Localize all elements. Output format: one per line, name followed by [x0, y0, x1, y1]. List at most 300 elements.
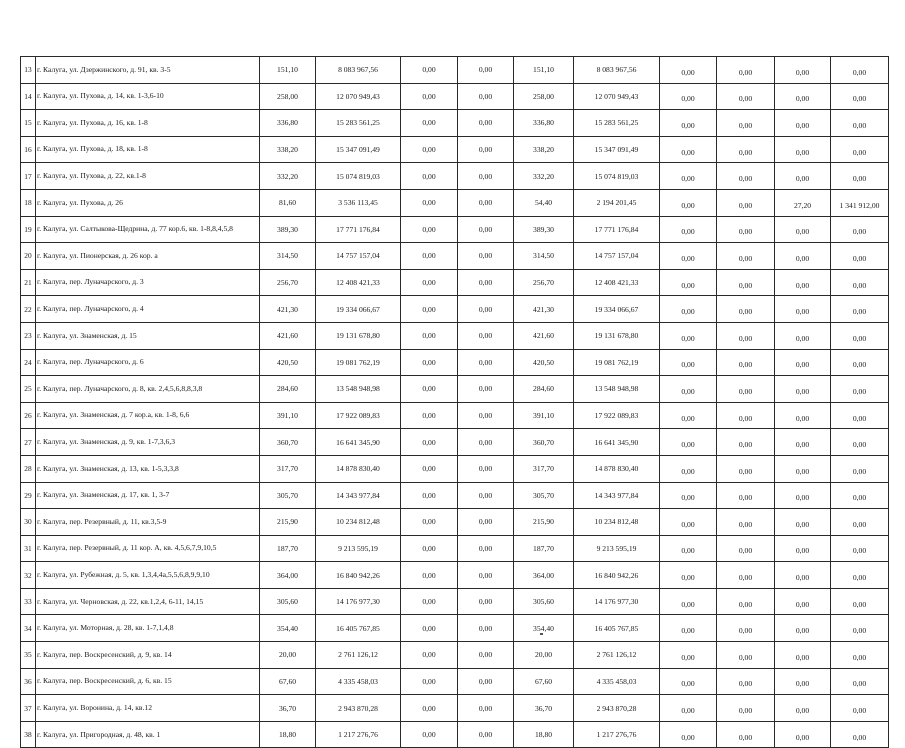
value-cell-c10: 0,00 — [831, 562, 889, 589]
value-cell-c7: 0,00 — [660, 243, 717, 270]
value-cell-c7: 0,00 — [660, 402, 717, 429]
value-cell-c5: 284,60 — [514, 376, 574, 403]
address-cell: г. Калуга, ул. Салтыкова-Щедрина, д. 77 кор.6, кв. 1-8,8,4,5,8 — [36, 216, 260, 243]
value-cell-c4: 0,00 — [458, 110, 514, 137]
value-cell-c9: 0,00 — [775, 402, 831, 429]
value-cell-c4: 0,00 — [458, 216, 514, 243]
value-cell-c2: 16 840 942,26 — [316, 562, 401, 589]
value-cell-c2: 15 074 819,03 — [316, 163, 401, 190]
value-cell-c1: 256,70 — [260, 269, 316, 296]
value-cell-c6: 17 922 089,83 — [574, 402, 660, 429]
value-cell-c4: 0,00 — [458, 562, 514, 589]
value-cell-c9: 0,00 — [775, 642, 831, 669]
row-number: 21 — [21, 269, 36, 296]
value-cell-c6: 15 074 819,03 — [574, 163, 660, 190]
value-cell-c7: 0,00 — [660, 216, 717, 243]
value-cell-c1: 360,70 — [260, 429, 316, 456]
value-cell-c4: 0,00 — [458, 695, 514, 722]
value-cell-c1: 336,80 — [260, 110, 316, 137]
value-cell-c9: 0,00 — [775, 668, 831, 695]
address-cell: г. Калуга, пер. Луначарского, д. 8, кв. 2,4,5,6,8,8,3,8 — [36, 376, 260, 403]
value-cell-c7: 0,00 — [660, 668, 717, 695]
value-cell-c5: 332,20 — [514, 163, 574, 190]
value-cell-c4: 0,00 — [458, 136, 514, 163]
value-cell-c7: 0,00 — [660, 296, 717, 323]
value-cell-c9: 0,00 — [775, 243, 831, 270]
table-row — [21, 615, 889, 642]
value-cell-c6: 9 213 595,19 — [574, 535, 660, 562]
value-cell-c9: 0,00 — [775, 615, 831, 642]
address-cell: г. Калуга, ул. Дзержинского, д. 91, кв. 3-5 — [36, 57, 260, 84]
value-cell-c2: 19 334 066,67 — [316, 296, 401, 323]
value-cell-c5: 364,00 — [514, 562, 574, 589]
value-cell-c2: 15 347 091,49 — [316, 136, 401, 163]
value-cell-c2: 12 070 949,43 — [316, 83, 401, 110]
row-number: 34 — [21, 615, 36, 642]
value-cell-c6: 15 347 091,49 — [574, 136, 660, 163]
row-number: 33 — [21, 588, 36, 615]
value-cell-c3: 0,00 — [401, 243, 458, 270]
value-cell-c5: 20,00 — [514, 642, 574, 669]
table-row — [21, 243, 889, 270]
value-cell-c10: 0,00 — [831, 721, 889, 748]
value-cell-c1: 36,70 — [260, 695, 316, 722]
table-row — [21, 642, 889, 669]
table-row — [21, 322, 889, 349]
value-cell-c1: 420,50 — [260, 349, 316, 376]
value-cell-c3: 0,00 — [401, 721, 458, 748]
value-cell-c7: 0,00 — [660, 269, 717, 296]
value-cell-c10: 0,00 — [831, 402, 889, 429]
value-cell-c10: 0,00 — [831, 588, 889, 615]
value-cell-c10: 1 341 912,00 — [831, 189, 889, 216]
value-cell-c2: 8 083 967,56 — [316, 57, 401, 84]
value-cell-c4: 0,00 — [458, 509, 514, 536]
address-cell: г. Калуга, ул. Рубежная, д. 5, кв. 1,3,4,4а,5,5,6,8,9,9,10 — [36, 562, 260, 589]
value-cell-c5: 67,60 — [514, 668, 574, 695]
value-cell-c1: 284,60 — [260, 376, 316, 403]
table-body — [21, 57, 889, 748]
value-cell-c5: 305,60 — [514, 588, 574, 615]
scan-speck — [540, 633, 543, 635]
value-cell-c7: 0,00 — [660, 57, 717, 84]
value-cell-c7: 0,00 — [660, 695, 717, 722]
value-cell-c3: 0,00 — [401, 615, 458, 642]
table-row — [21, 136, 889, 163]
value-cell-c10: 0,00 — [831, 535, 889, 562]
value-cell-c3: 0,00 — [401, 349, 458, 376]
address-cell: г. Калуга, ул. Пионерская, д. 26 кор. а — [36, 243, 260, 270]
table-row — [21, 668, 889, 695]
value-cell-c1: 332,20 — [260, 163, 316, 190]
value-cell-c10: 0,00 — [831, 110, 889, 137]
row-number: 18 — [21, 189, 36, 216]
value-cell-c2: 2 761 126,12 — [316, 642, 401, 669]
value-cell-c6: 2 943 870,28 — [574, 695, 660, 722]
value-cell-c6: 8 083 967,56 — [574, 57, 660, 84]
address-cell: г. Калуга, ул. Знаменская, д. 9, кв. 1-7,3,6,3 — [36, 429, 260, 456]
table-row — [21, 110, 889, 137]
value-cell-c9: 0,00 — [775, 429, 831, 456]
value-cell-c4: 0,00 — [458, 189, 514, 216]
address-cell: г. Калуга, ул. Пухова, д. 18, кв. 1-8 — [36, 136, 260, 163]
value-cell-c9: 0,00 — [775, 562, 831, 589]
value-cell-c6: 4 335 458,03 — [574, 668, 660, 695]
value-cell-c8: 0,00 — [717, 296, 775, 323]
row-number: 16 — [21, 136, 36, 163]
value-cell-c8: 0,00 — [717, 642, 775, 669]
table-row — [21, 163, 889, 190]
value-cell-c1: 421,30 — [260, 296, 316, 323]
value-cell-c5: 354,40 — [514, 615, 574, 642]
value-cell-c3: 0,00 — [401, 269, 458, 296]
value-cell-c1: 317,70 — [260, 455, 316, 482]
value-cell-c5: 420,50 — [514, 349, 574, 376]
value-cell-c5: 215,90 — [514, 509, 574, 536]
value-cell-c7: 0,00 — [660, 562, 717, 589]
row-number: 23 — [21, 322, 36, 349]
value-cell-c4: 0,00 — [458, 455, 514, 482]
value-cell-c6: 1 217 276,76 — [574, 721, 660, 748]
value-cell-c8: 0,00 — [717, 110, 775, 137]
value-cell-c4: 0,00 — [458, 296, 514, 323]
value-cell-c5: 187,70 — [514, 535, 574, 562]
value-cell-c5: 421,30 — [514, 296, 574, 323]
table-row — [21, 57, 889, 84]
address-cell: г. Калуга, ул. Пухова, д. 16, кв. 1-8 — [36, 110, 260, 137]
value-cell-c9: 0,00 — [775, 296, 831, 323]
value-cell-c10: 0,00 — [831, 322, 889, 349]
table-row — [21, 429, 889, 456]
value-cell-c3: 0,00 — [401, 189, 458, 216]
value-cell-c10: 0,00 — [831, 455, 889, 482]
value-cell-c9: 0,00 — [775, 455, 831, 482]
value-cell-c2: 14 757 157,04 — [316, 243, 401, 270]
table-row — [21, 509, 889, 536]
value-cell-c10: 0,00 — [831, 642, 889, 669]
row-number: 15 — [21, 110, 36, 137]
address-cell: г. Калуга, ул. Пухова, д. 14, кв. 1-3,6-10 — [36, 83, 260, 110]
value-cell-c5: 305,70 — [514, 482, 574, 509]
value-cell-c9: 0,00 — [775, 695, 831, 722]
value-cell-c5: 151,10 — [514, 57, 574, 84]
value-cell-c9: 0,00 — [775, 376, 831, 403]
value-cell-c3: 0,00 — [401, 642, 458, 669]
value-cell-c6: 12 408 421,33 — [574, 269, 660, 296]
value-cell-c1: 364,00 — [260, 562, 316, 589]
table-row — [21, 296, 889, 323]
value-cell-c2: 13 548 948,98 — [316, 376, 401, 403]
value-cell-c8: 0,00 — [717, 136, 775, 163]
value-cell-c2: 15 283 561,25 — [316, 110, 401, 137]
value-cell-c2: 16 641 345,90 — [316, 429, 401, 456]
value-cell-c9: 0,00 — [775, 322, 831, 349]
value-cell-c4: 0,00 — [458, 83, 514, 110]
value-cell-c5: 338,20 — [514, 136, 574, 163]
value-cell-c4: 0,00 — [458, 429, 514, 456]
value-cell-c7: 0,00 — [660, 642, 717, 669]
table-row — [21, 216, 889, 243]
value-cell-c7: 0,00 — [660, 349, 717, 376]
value-cell-c3: 0,00 — [401, 695, 458, 722]
value-cell-c7: 0,00 — [660, 455, 717, 482]
row-number: 22 — [21, 296, 36, 323]
address-cell: г. Калуга, ул. Воронина, д. 14, кв.12 — [36, 695, 260, 722]
value-cell-c3: 0,00 — [401, 296, 458, 323]
value-cell-c10: 0,00 — [831, 163, 889, 190]
value-cell-c4: 0,00 — [458, 668, 514, 695]
table-row — [21, 402, 889, 429]
value-cell-c9: 0,00 — [775, 216, 831, 243]
value-cell-c2: 4 335 458,03 — [316, 668, 401, 695]
value-cell-c8: 0,00 — [717, 695, 775, 722]
value-cell-c6: 12 070 949,43 — [574, 83, 660, 110]
value-cell-c10: 0,00 — [831, 349, 889, 376]
row-number: 32 — [21, 562, 36, 589]
value-cell-c10: 0,00 — [831, 243, 889, 270]
value-cell-c3: 0,00 — [401, 668, 458, 695]
value-cell-c2: 19 131 678,80 — [316, 322, 401, 349]
address-cell: г. Калуга, пер. Воскресенский, д. 6, кв. 15 — [36, 668, 260, 695]
row-number: 27 — [21, 429, 36, 456]
row-number: 31 — [21, 535, 36, 562]
value-cell-c3: 0,00 — [401, 455, 458, 482]
row-number: 24 — [21, 349, 36, 376]
value-cell-c1: 20,00 — [260, 642, 316, 669]
value-cell-c7: 0,00 — [660, 429, 717, 456]
value-cell-c2: 12 408 421,33 — [316, 269, 401, 296]
address-cell: г. Калуга, ул. Пригородная, д. 48, кв. 1 — [36, 721, 260, 748]
value-cell-c2: 9 213 595,19 — [316, 535, 401, 562]
value-cell-c9: 0,00 — [775, 535, 831, 562]
value-cell-c3: 0,00 — [401, 588, 458, 615]
value-cell-c1: 314,50 — [260, 243, 316, 270]
value-cell-c10: 0,00 — [831, 509, 889, 536]
value-cell-c1: 305,70 — [260, 482, 316, 509]
value-cell-c7: 0,00 — [660, 535, 717, 562]
value-cell-c8: 0,00 — [717, 216, 775, 243]
value-cell-c9: 0,00 — [775, 57, 831, 84]
value-cell-c8: 0,00 — [717, 668, 775, 695]
value-cell-c4: 0,00 — [458, 642, 514, 669]
value-cell-c7: 0,00 — [660, 110, 717, 137]
value-cell-c6: 10 234 812,48 — [574, 509, 660, 536]
row-number: 20 — [21, 243, 36, 270]
value-cell-c8: 0,00 — [717, 83, 775, 110]
value-cell-c4: 0,00 — [458, 402, 514, 429]
value-cell-c7: 0,00 — [660, 482, 717, 509]
value-cell-c3: 0,00 — [401, 376, 458, 403]
value-cell-c1: 187,70 — [260, 535, 316, 562]
address-cell: г. Калуга, ул. Пухова, д. 26 — [36, 189, 260, 216]
value-cell-c1: 391,10 — [260, 402, 316, 429]
value-cell-c3: 0,00 — [401, 402, 458, 429]
value-cell-c4: 0,00 — [458, 535, 514, 562]
value-cell-c5: 391,10 — [514, 402, 574, 429]
value-cell-c8: 0,00 — [717, 376, 775, 403]
value-cell-c3: 0,00 — [401, 482, 458, 509]
value-cell-c8: 0,00 — [717, 402, 775, 429]
value-cell-c10: 0,00 — [831, 482, 889, 509]
row-number: 19 — [21, 216, 36, 243]
value-cell-c1: 151,10 — [260, 57, 316, 84]
value-cell-c7: 0,00 — [660, 721, 717, 748]
value-cell-c3: 0,00 — [401, 535, 458, 562]
value-cell-c1: 258,00 — [260, 83, 316, 110]
value-cell-c8: 0,00 — [717, 721, 775, 748]
value-cell-c2: 17 922 089,83 — [316, 402, 401, 429]
address-cell: г. Калуга, ул. Черновская, д. 22, кв.1,2,4, 6-11, 14,15 — [36, 588, 260, 615]
value-cell-c4: 0,00 — [458, 322, 514, 349]
value-cell-c1: 389,30 — [260, 216, 316, 243]
value-cell-c10: 0,00 — [831, 269, 889, 296]
value-cell-c10: 0,00 — [831, 695, 889, 722]
value-cell-c8: 0,00 — [717, 322, 775, 349]
value-cell-c5: 336,80 — [514, 110, 574, 137]
value-cell-c6: 17 771 176,84 — [574, 216, 660, 243]
value-cell-c9: 27,20 — [775, 189, 831, 216]
value-cell-c7: 0,00 — [660, 189, 717, 216]
row-number: 29 — [21, 482, 36, 509]
value-cell-c9: 0,00 — [775, 588, 831, 615]
address-cell: г. Калуга, пер. Воскресенский, д. 9, кв. 14 — [36, 642, 260, 669]
value-cell-c7: 0,00 — [660, 163, 717, 190]
value-cell-c6: 14 757 157,04 — [574, 243, 660, 270]
value-cell-c4: 0,00 — [458, 243, 514, 270]
value-cell-c5: 389,30 — [514, 216, 574, 243]
address-cell: г. Калуга, пер. Луначарского, д. 6 — [36, 349, 260, 376]
value-cell-c8: 0,00 — [717, 535, 775, 562]
value-cell-c8: 0,00 — [717, 57, 775, 84]
value-cell-c7: 0,00 — [660, 136, 717, 163]
value-cell-c3: 0,00 — [401, 429, 458, 456]
value-cell-c9: 0,00 — [775, 721, 831, 748]
value-cell-c9: 0,00 — [775, 163, 831, 190]
row-number: 35 — [21, 642, 36, 669]
value-cell-c4: 0,00 — [458, 269, 514, 296]
value-cell-c6: 14 343 977,84 — [574, 482, 660, 509]
value-cell-c5: 54,40 — [514, 189, 574, 216]
row-number: 28 — [21, 455, 36, 482]
address-cell: г. Калуга, ул. Знаменская, д. 17, кв. 1, 3-7 — [36, 482, 260, 509]
row-number: 25 — [21, 376, 36, 403]
value-cell-c7: 0,00 — [660, 376, 717, 403]
value-cell-c3: 0,00 — [401, 163, 458, 190]
value-cell-c6: 13 548 948,98 — [574, 376, 660, 403]
value-cell-c6: 14 176 977,30 — [574, 588, 660, 615]
address-cell: г. Калуга, ул. Моторная, д. 28, кв. 1-7,1,4,8 — [36, 615, 260, 642]
value-cell-c6: 14 878 830,40 — [574, 455, 660, 482]
address-cell: г. Калуга, ул. Пухова, д. 22, кв.1-8 — [36, 163, 260, 190]
value-cell-c4: 0,00 — [458, 349, 514, 376]
value-cell-c5: 421,60 — [514, 322, 574, 349]
value-cell-c3: 0,00 — [401, 322, 458, 349]
value-cell-c1: 421,60 — [260, 322, 316, 349]
value-cell-c2: 17 771 176,84 — [316, 216, 401, 243]
value-cell-c8: 0,00 — [717, 269, 775, 296]
table-row — [21, 588, 889, 615]
address-cell: г. Калуга, ул. Знаменская, д. 7 кор.а, кв. 1-8, 6,6 — [36, 402, 260, 429]
table-row — [21, 535, 889, 562]
table-row — [21, 269, 889, 296]
value-cell-c9: 0,00 — [775, 509, 831, 536]
table-row — [21, 562, 889, 589]
row-number: 26 — [21, 402, 36, 429]
value-cell-c10: 0,00 — [831, 668, 889, 695]
value-cell-c7: 0,00 — [660, 322, 717, 349]
row-number: 30 — [21, 509, 36, 536]
row-number: 13 — [21, 57, 36, 84]
value-cell-c5: 314,50 — [514, 243, 574, 270]
value-cell-c4: 0,00 — [458, 376, 514, 403]
value-cell-c4: 0,00 — [458, 588, 514, 615]
value-cell-c3: 0,00 — [401, 83, 458, 110]
value-cell-c7: 0,00 — [660, 83, 717, 110]
value-cell-c8: 0,00 — [717, 588, 775, 615]
row-number: 17 — [21, 163, 36, 190]
value-cell-c4: 0,00 — [458, 721, 514, 748]
value-cell-c10: 0,00 — [831, 376, 889, 403]
value-cell-c9: 0,00 — [775, 349, 831, 376]
value-cell-c5: 317,70 — [514, 455, 574, 482]
value-cell-c7: 0,00 — [660, 615, 717, 642]
value-cell-c10: 0,00 — [831, 57, 889, 84]
table-row — [21, 349, 889, 376]
table-row — [21, 189, 889, 216]
value-cell-c8: 0,00 — [717, 615, 775, 642]
value-cell-c2: 2 943 870,28 — [316, 695, 401, 722]
value-cell-c2: 14 878 830,40 — [316, 455, 401, 482]
table-row — [21, 721, 889, 748]
value-cell-c10: 0,00 — [831, 83, 889, 110]
value-cell-c3: 0,00 — [401, 136, 458, 163]
value-cell-c8: 0,00 — [717, 455, 775, 482]
value-cell-c10: 0,00 — [831, 296, 889, 323]
value-cell-c4: 0,00 — [458, 57, 514, 84]
address-cell: г. Калуга, ул. Знаменская, д. 15 — [36, 322, 260, 349]
address-cell: г. Калуга, пер. Резервный, д. 11, кв.3,5-9 — [36, 509, 260, 536]
value-cell-c6: 16 840 942,26 — [574, 562, 660, 589]
value-cell-c6: 2 761 126,12 — [574, 642, 660, 669]
value-cell-c10: 0,00 — [831, 615, 889, 642]
value-cell-c6: 16 405 767,85 — [574, 615, 660, 642]
value-cell-c10: 0,00 — [831, 216, 889, 243]
value-cell-c6: 19 081 762,19 — [574, 349, 660, 376]
table-row — [21, 482, 889, 509]
row-number: 36 — [21, 668, 36, 695]
value-cell-c1: 67,60 — [260, 668, 316, 695]
value-cell-c6: 19 334 066,67 — [574, 296, 660, 323]
table-row — [21, 455, 889, 482]
value-cell-c3: 0,00 — [401, 216, 458, 243]
value-cell-c8: 0,00 — [717, 163, 775, 190]
value-cell-c1: 81,60 — [260, 189, 316, 216]
value-cell-c2: 14 343 977,84 — [316, 482, 401, 509]
address-cell: г. Калуга, ул. Знаменская, д. 13, кв. 1-5,3,3,8 — [36, 455, 260, 482]
table-row — [21, 83, 889, 110]
value-cell-c4: 0,00 — [458, 615, 514, 642]
value-cell-c7: 0,00 — [660, 509, 717, 536]
value-cell-c1: 354,40 — [260, 615, 316, 642]
address-cell: г. Калуга, пер. Луначарского, д. 4 — [36, 296, 260, 323]
address-cell: г. Калуга, пер. Резервный, д. 11 кор. А, кв. 4,5,6,7,9,10,5 — [36, 535, 260, 562]
value-cell-c9: 0,00 — [775, 136, 831, 163]
value-cell-c4: 0,00 — [458, 163, 514, 190]
value-cell-c6: 19 131 678,80 — [574, 322, 660, 349]
value-cell-c8: 0,00 — [717, 189, 775, 216]
housing-program-table — [20, 56, 889, 748]
value-cell-c2: 19 081 762,19 — [316, 349, 401, 376]
